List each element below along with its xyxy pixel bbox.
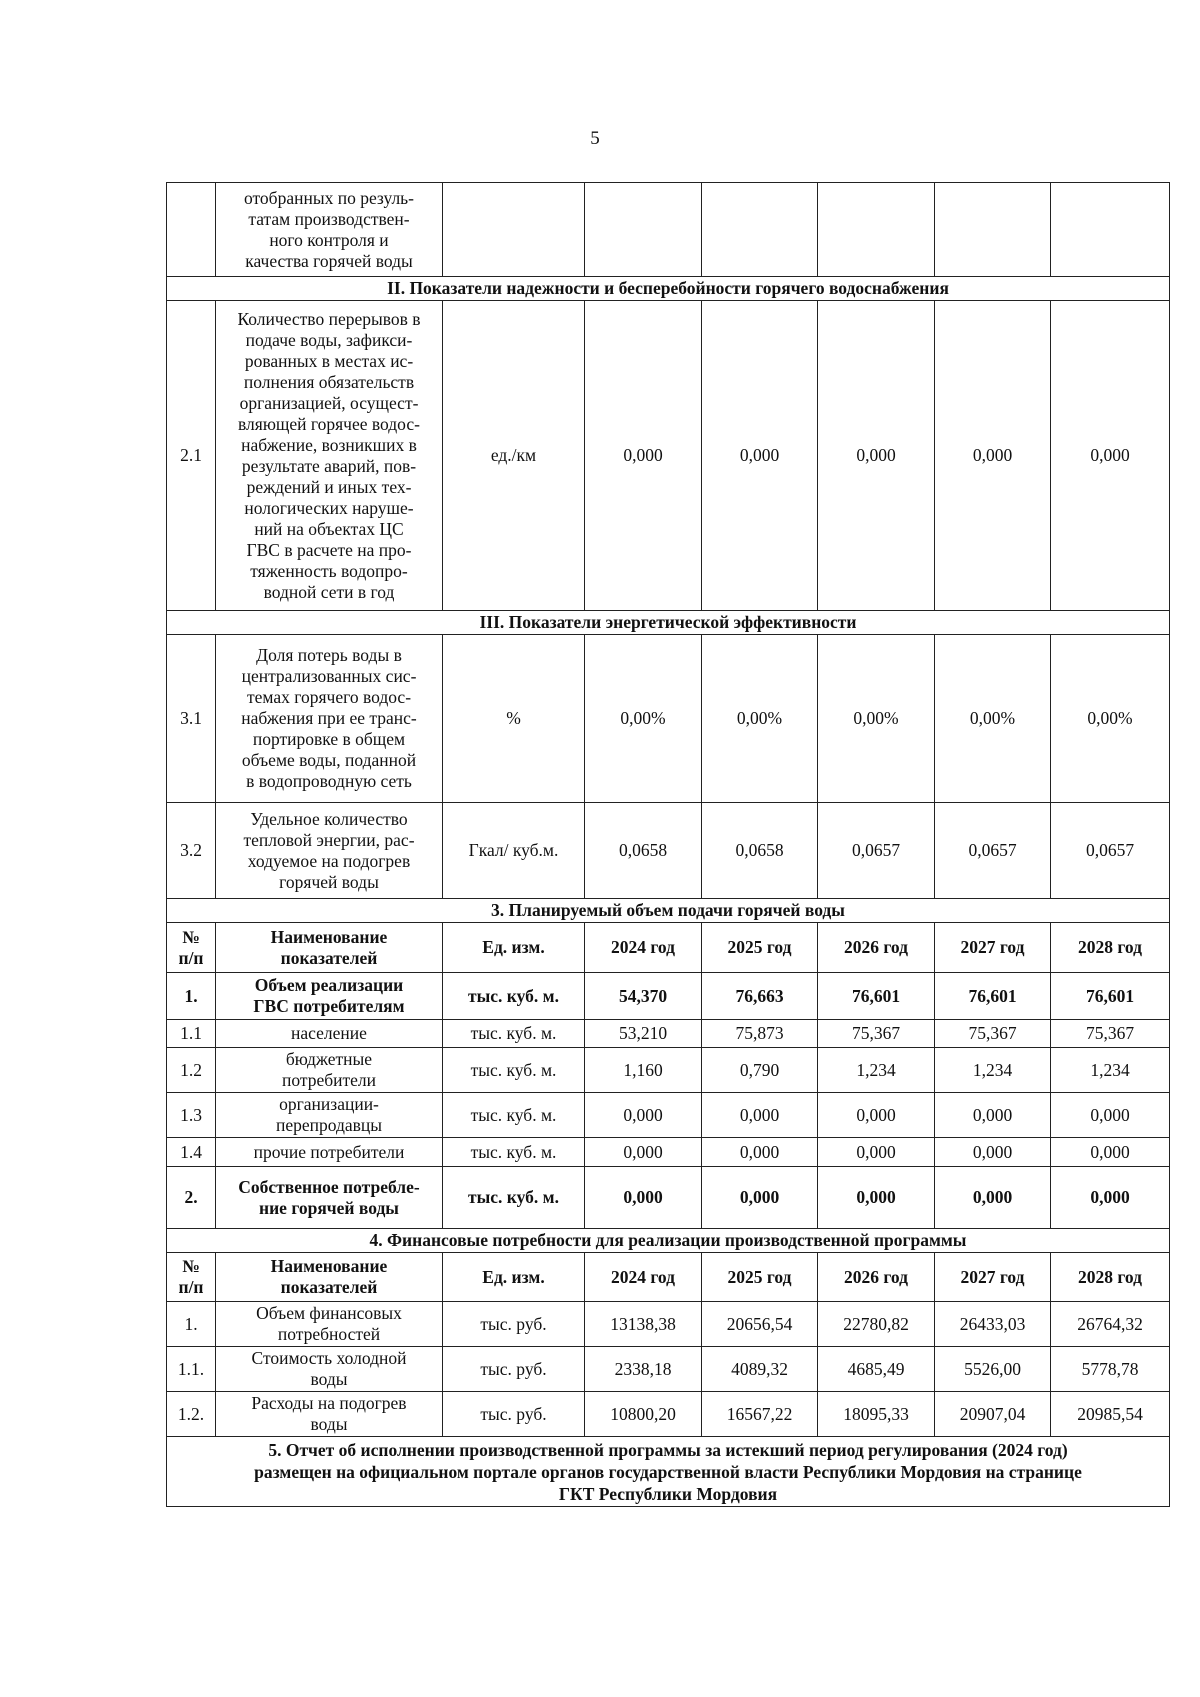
unit-cell: тыс. куб. м. bbox=[443, 1093, 585, 1138]
footer-note bbox=[167, 1437, 1170, 1507]
value-cell: 0,0658 bbox=[702, 803, 818, 899]
text-line: ГВС в расчете на про- bbox=[246, 539, 412, 560]
value-cell: 1,234 bbox=[818, 1048, 935, 1093]
value-cell: 0,000 bbox=[818, 1167, 935, 1229]
text-line: вляющей горячее водос- bbox=[238, 413, 420, 434]
text-line: Количество перерывов в bbox=[237, 308, 421, 329]
indicator-name bbox=[216, 1020, 443, 1048]
text-line: Наименование bbox=[270, 926, 388, 947]
value-cell: 0,00% bbox=[1051, 635, 1170, 803]
text-line: прочие потребители bbox=[253, 1141, 405, 1162]
table-row bbox=[167, 1138, 1170, 1167]
section-header-reliability bbox=[167, 277, 1170, 301]
column-header-row bbox=[167, 923, 1170, 973]
row-number: 1.1. bbox=[167, 1347, 216, 1392]
indicator-name bbox=[216, 635, 443, 803]
value-cell: 0,00% bbox=[702, 635, 818, 803]
section-title: 3. Планируемый объем подачи горячей воды bbox=[167, 899, 1170, 923]
value-cell: 26764,32 bbox=[1051, 1302, 1170, 1347]
value-cell bbox=[1051, 183, 1170, 277]
text-line: тяженность водопро- bbox=[250, 560, 408, 581]
value-cell: 0,000 bbox=[935, 1167, 1051, 1229]
text-line: результате аварий, пов- bbox=[241, 455, 417, 476]
value-cell: 0,000 bbox=[818, 1093, 935, 1138]
text-line: 5. Отчет об исполнении производственной программы за истекший период регулирования (2024 год) bbox=[268, 1439, 1068, 1460]
text-line: ний на объектах ЦС bbox=[254, 518, 404, 539]
header-year: 2024 год bbox=[585, 1253, 702, 1302]
value-cell: 0,000 bbox=[702, 1167, 818, 1229]
value-cell: 76,601 bbox=[1051, 973, 1170, 1020]
footer-note-row bbox=[167, 1437, 1170, 1507]
text-line: организацией, осущест- bbox=[239, 392, 419, 413]
unit-cell: тыс. руб. bbox=[443, 1347, 585, 1392]
text-line: полнения обязательств bbox=[243, 371, 415, 392]
text-line: размещен на официальном портале органов государственной власти Республики Мордовия на странице bbox=[254, 1461, 1082, 1482]
section-title: III. Показатели энергетической эффективности bbox=[167, 611, 1170, 635]
text-line: ходуемое на подогрев bbox=[247, 850, 411, 871]
text-line: объеме воды, поданной bbox=[241, 750, 417, 770]
text-line: потребители bbox=[281, 1070, 377, 1090]
value-cell: 0,000 bbox=[702, 1093, 818, 1138]
table-row bbox=[167, 1093, 1170, 1138]
row-number: 1.4 bbox=[167, 1138, 216, 1167]
indicator-name bbox=[216, 1093, 443, 1138]
table-row bbox=[167, 1392, 1170, 1437]
text-line: организации- bbox=[279, 1094, 379, 1114]
value-cell: 20907,04 bbox=[935, 1392, 1051, 1437]
value-cell: 0,0657 bbox=[1051, 803, 1170, 899]
text-line: воды bbox=[310, 1369, 348, 1389]
value-cell: 0,000 bbox=[935, 301, 1051, 611]
indicator-name bbox=[216, 1167, 443, 1229]
value-cell: 0,0657 bbox=[935, 803, 1051, 899]
indicator-name bbox=[216, 803, 443, 899]
table-row bbox=[167, 973, 1170, 1020]
text-line: темах горячего водос- bbox=[246, 687, 412, 707]
value-cell: 5526,00 bbox=[935, 1347, 1051, 1392]
text-line: показателей bbox=[280, 1277, 378, 1297]
value-cell: 76,663 bbox=[702, 973, 818, 1020]
value-cell: 0,000 bbox=[1051, 301, 1170, 611]
unit-cell: Гкал/ куб.м. bbox=[443, 803, 585, 899]
text-line: п/п bbox=[178, 947, 204, 968]
text-line: Удельное количество bbox=[250, 808, 408, 829]
header-year: 2028 год bbox=[1051, 923, 1170, 973]
unit-cell: ед./км bbox=[443, 301, 585, 611]
value-cell: 0,000 bbox=[1051, 1093, 1170, 1138]
text-line: качества горячей воды bbox=[245, 250, 413, 271]
value-cell bbox=[702, 183, 818, 277]
name-cell bbox=[216, 183, 443, 277]
value-cell: 10800,20 bbox=[585, 1392, 702, 1437]
text-line: реждений и иных тех- bbox=[246, 476, 412, 497]
indicator-name bbox=[216, 1048, 443, 1093]
text-line: татам производствен- bbox=[248, 208, 410, 229]
header-unit: Ед. изм. bbox=[443, 923, 585, 973]
value-cell: 22780,82 bbox=[818, 1302, 935, 1347]
text-line: Собственное потребле- bbox=[238, 1176, 420, 1197]
text-line: Стоимость холодной bbox=[251, 1348, 407, 1368]
value-cell: 2338,18 bbox=[585, 1347, 702, 1392]
text-line: Доля потерь воды в bbox=[256, 645, 402, 665]
text-line: отобранных по резуль- bbox=[243, 187, 414, 208]
value-cell: 0,000 bbox=[935, 1093, 1051, 1138]
value-cell: 76,601 bbox=[818, 973, 935, 1020]
text-line: Объем реализации bbox=[254, 975, 404, 995]
row-number: 3.1 bbox=[167, 635, 216, 803]
value-cell: 20985,54 bbox=[1051, 1392, 1170, 1437]
value-cell: 26433,03 bbox=[935, 1302, 1051, 1347]
indicator-name bbox=[216, 1392, 443, 1437]
text-line: № bbox=[182, 1256, 200, 1276]
header-year: 2025 год bbox=[702, 923, 818, 973]
text-line: Объем финансовых bbox=[256, 1303, 402, 1323]
header-year: 2025 год bbox=[702, 1253, 818, 1302]
text-line: ного контроля и bbox=[269, 229, 389, 250]
text-line: бюджетные bbox=[285, 1049, 373, 1069]
text-line: нологических наруше- bbox=[244, 497, 414, 518]
text-line: показателей bbox=[280, 947, 378, 968]
section-header-energy bbox=[167, 611, 1170, 635]
text-line: набжения при ее транс- bbox=[241, 708, 417, 728]
table-row bbox=[167, 1048, 1170, 1093]
text-line: Расходы на подогрев bbox=[251, 1393, 407, 1413]
row-number: 1.2. bbox=[167, 1392, 216, 1437]
text-line: тепловой энергии, рас- bbox=[243, 829, 415, 850]
unit-cell: тыс. куб. м. bbox=[443, 1020, 585, 1048]
header-num bbox=[167, 923, 216, 973]
value-cell: 53,210 bbox=[585, 1020, 702, 1048]
text-line: № bbox=[182, 926, 200, 947]
value-cell: 75,873 bbox=[702, 1020, 818, 1048]
text-line: Наименование bbox=[270, 1256, 388, 1276]
text-line: подаче воды, зафикси- bbox=[245, 329, 413, 350]
table-row bbox=[167, 635, 1170, 803]
row-number: 1. bbox=[167, 1302, 216, 1347]
num-cell bbox=[167, 183, 216, 277]
row-number: 3.2 bbox=[167, 803, 216, 899]
value-cell: 1,160 bbox=[585, 1048, 702, 1093]
value-cell: 0,000 bbox=[818, 1138, 935, 1167]
unit-cell: тыс. куб. м. bbox=[443, 1167, 585, 1229]
value-cell: 4685,49 bbox=[818, 1347, 935, 1392]
header-year: 2027 год bbox=[935, 1253, 1051, 1302]
value-cell: 0,000 bbox=[585, 1093, 702, 1138]
value-cell: 75,367 bbox=[935, 1020, 1051, 1048]
text-line: воды bbox=[310, 1414, 348, 1434]
value-cell: 0,0658 bbox=[585, 803, 702, 899]
value-cell: 0,000 bbox=[818, 301, 935, 611]
value-cell: 76,601 bbox=[935, 973, 1051, 1020]
value-cell: 0,000 bbox=[585, 301, 702, 611]
header-year: 2024 год bbox=[585, 923, 702, 973]
text-line: горячей воды bbox=[279, 871, 379, 892]
value-cell: 0,000 bbox=[1051, 1167, 1170, 1229]
header-year: 2026 год bbox=[818, 1253, 935, 1302]
unit-cell: тыс. куб. м. bbox=[443, 1138, 585, 1167]
table-row-continuation bbox=[167, 183, 1170, 277]
text-line: портировке в общем bbox=[252, 729, 406, 749]
text-line: население bbox=[291, 1023, 367, 1043]
indicator-name bbox=[216, 1302, 443, 1347]
table-row bbox=[167, 803, 1170, 899]
row-number: 2. bbox=[167, 1167, 216, 1229]
column-header-row bbox=[167, 1253, 1170, 1302]
section-header-planned-volume bbox=[167, 899, 1170, 923]
value-cell: 75,367 bbox=[818, 1020, 935, 1048]
text-line: ние горячей воды bbox=[259, 1197, 399, 1218]
indicators-table bbox=[166, 182, 1170, 1507]
text-line: набжение, возникших в bbox=[241, 434, 417, 455]
header-unit: Ед. изм. bbox=[443, 1253, 585, 1302]
text-line: ГКТ Республики Мордовия bbox=[558, 1483, 778, 1504]
value-cell: 13138,38 bbox=[585, 1302, 702, 1347]
value-cell: 0,000 bbox=[585, 1138, 702, 1167]
text-line: централизованных сис- bbox=[241, 666, 417, 686]
header-num bbox=[167, 1253, 216, 1302]
row-number: 2.1 bbox=[167, 301, 216, 611]
table-row bbox=[167, 1347, 1170, 1392]
section-title: II. Показатели надежности и бесперебойности горячего водоснабжения bbox=[167, 277, 1170, 301]
value-cell: 0,000 bbox=[702, 301, 818, 611]
value-cell bbox=[818, 183, 935, 277]
section-header-financial-needs bbox=[167, 1229, 1170, 1253]
value-cell: 0,790 bbox=[702, 1048, 818, 1093]
header-year: 2026 год bbox=[818, 923, 935, 973]
value-cell: 0,0657 bbox=[818, 803, 935, 899]
value-cell bbox=[443, 183, 585, 277]
indicator-name bbox=[216, 1347, 443, 1392]
value-cell: 5778,78 bbox=[1051, 1347, 1170, 1392]
section-title: 4. Финансовые потребности для реализации производственной программы bbox=[167, 1229, 1170, 1253]
row-number: 1.2 bbox=[167, 1048, 216, 1093]
value-cell: 0,00% bbox=[935, 635, 1051, 803]
value-cell: 18095,33 bbox=[818, 1392, 935, 1437]
header-name bbox=[216, 1253, 443, 1302]
table-row bbox=[167, 1302, 1170, 1347]
value-cell: 0,000 bbox=[702, 1138, 818, 1167]
header-name bbox=[216, 923, 443, 973]
text-line: в водопроводную сеть bbox=[246, 771, 412, 791]
text-line: рованных в местах ис- bbox=[244, 350, 414, 371]
value-cell: 1,234 bbox=[1051, 1048, 1170, 1093]
value-cell bbox=[935, 183, 1051, 277]
indicator-name bbox=[216, 301, 443, 611]
indicator-name bbox=[216, 973, 443, 1020]
table-row bbox=[167, 1167, 1170, 1229]
row-number: 1.3 bbox=[167, 1093, 216, 1138]
value-cell bbox=[585, 183, 702, 277]
row-number: 1.1 bbox=[167, 1020, 216, 1048]
value-cell: 75,367 bbox=[1051, 1020, 1170, 1048]
value-cell: 0,00% bbox=[585, 635, 702, 803]
value-cell: 16567,22 bbox=[702, 1392, 818, 1437]
header-year: 2027 год bbox=[935, 923, 1051, 973]
row-number: 1. bbox=[167, 973, 216, 1020]
unit-cell: % bbox=[443, 635, 585, 803]
table-row bbox=[167, 1020, 1170, 1048]
value-cell: 0,000 bbox=[935, 1138, 1051, 1167]
text-line: ГВС потребителям bbox=[253, 996, 405, 1016]
text-line: водной сети в год bbox=[263, 581, 395, 602]
value-cell: 4089,32 bbox=[702, 1347, 818, 1392]
text-line: потребностей bbox=[277, 1324, 381, 1344]
unit-cell: тыс. куб. м. bbox=[443, 973, 585, 1020]
value-cell: 0,00% bbox=[818, 635, 935, 803]
indicator-name bbox=[216, 1138, 443, 1167]
value-cell: 0,000 bbox=[1051, 1138, 1170, 1167]
unit-cell: тыс. руб. bbox=[443, 1392, 585, 1437]
value-cell: 1,234 bbox=[935, 1048, 1051, 1093]
text-line: п/п bbox=[178, 1277, 204, 1297]
value-cell: 0,000 bbox=[585, 1167, 702, 1229]
value-cell: 20656,54 bbox=[702, 1302, 818, 1347]
header-year: 2028 год bbox=[1051, 1253, 1170, 1302]
unit-cell: тыс. руб. bbox=[443, 1302, 585, 1347]
text-line: перепродавцы bbox=[275, 1115, 383, 1135]
page-number: 5 bbox=[590, 128, 600, 149]
table-row bbox=[167, 301, 1170, 611]
unit-cell: тыс. куб. м. bbox=[443, 1048, 585, 1093]
value-cell: 54,370 bbox=[585, 973, 702, 1020]
